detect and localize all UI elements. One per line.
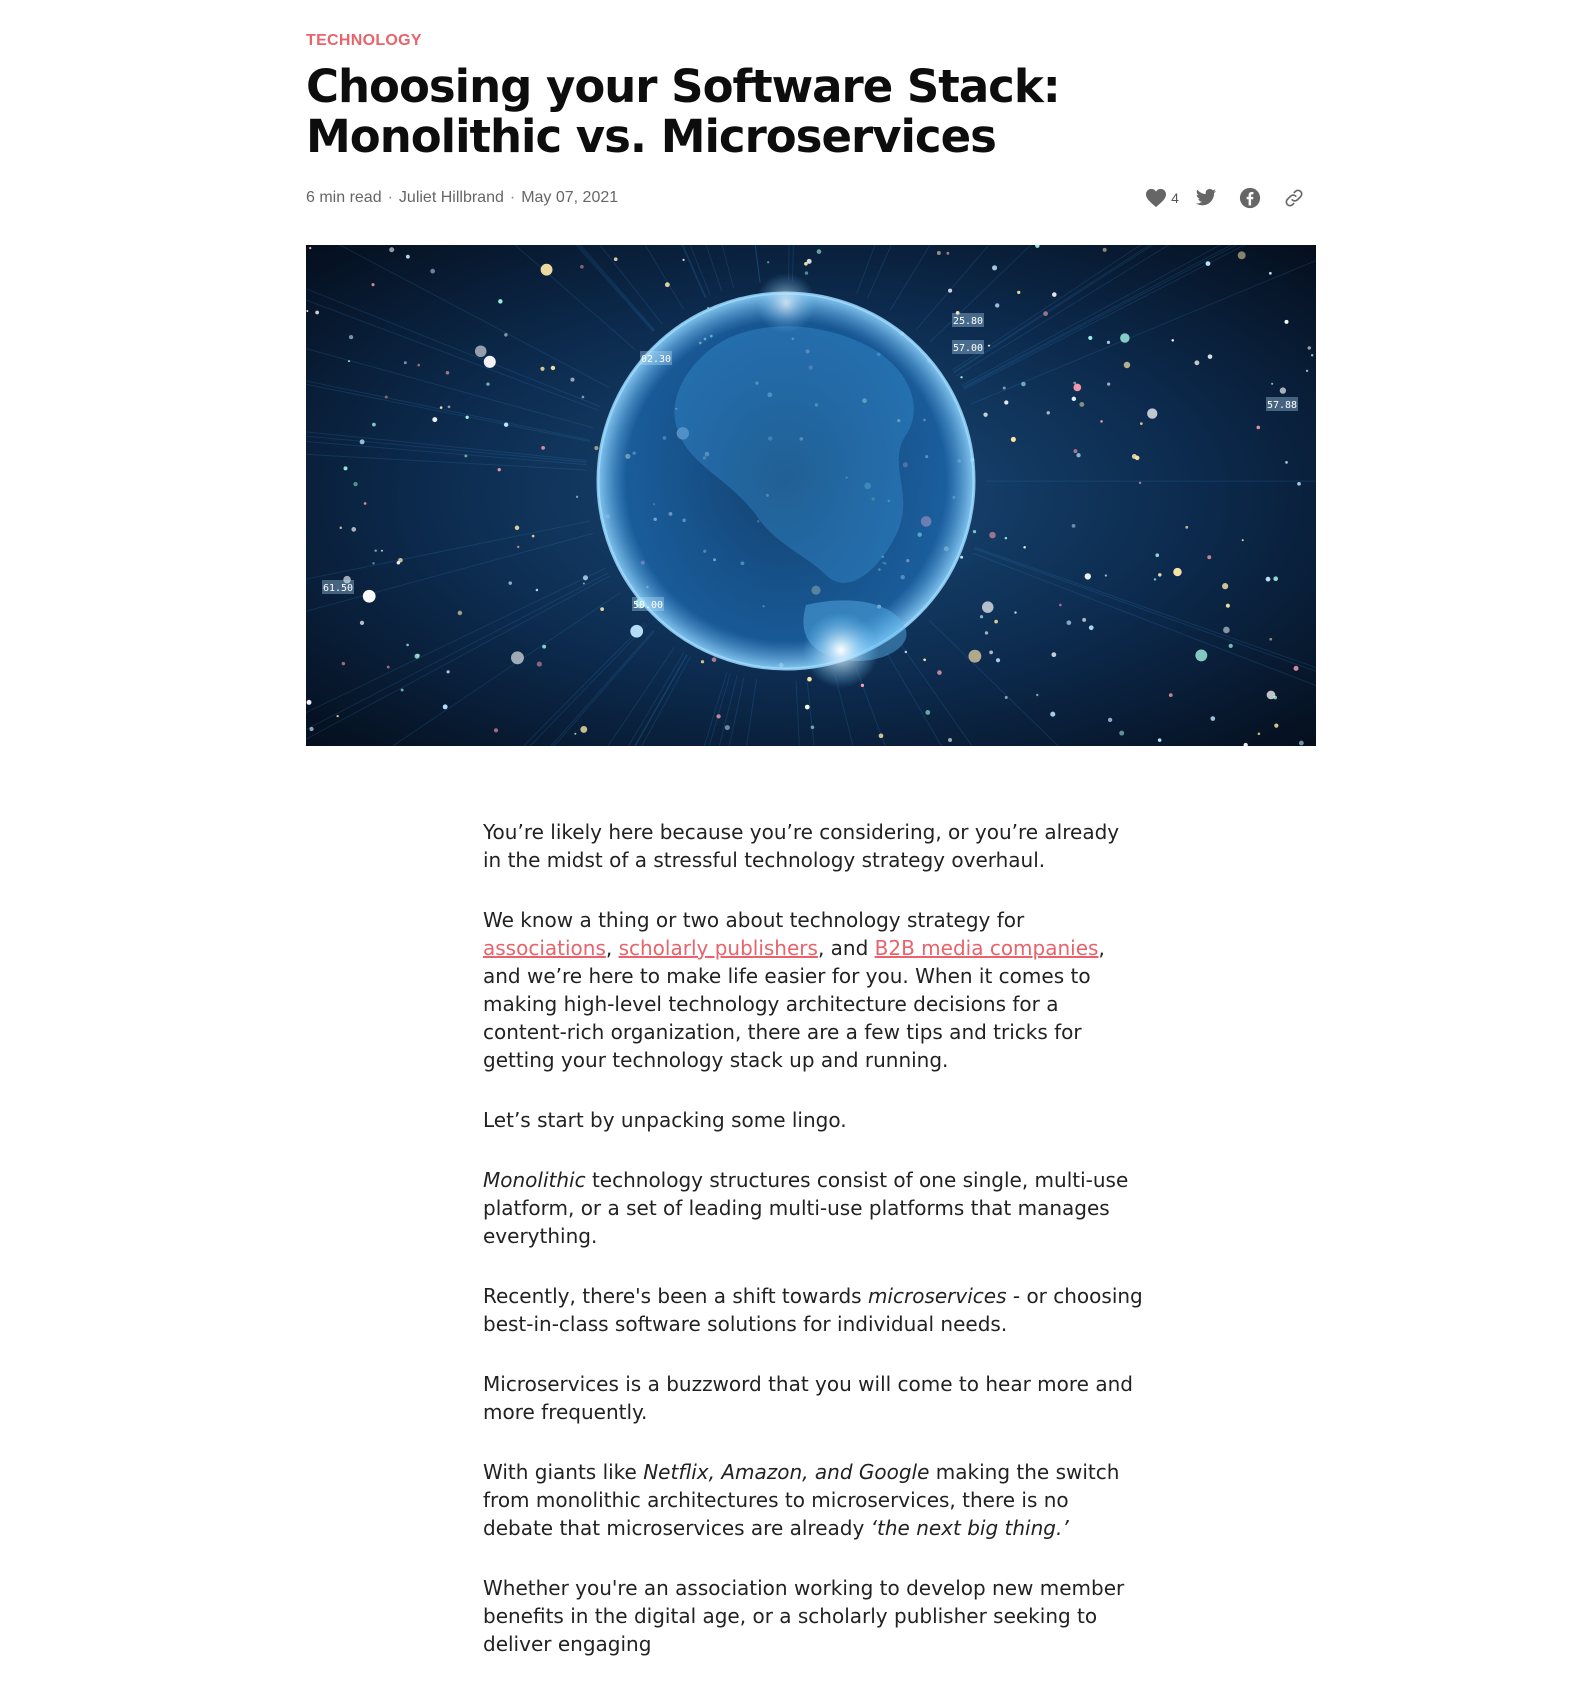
- data-point: [364, 502, 367, 505]
- data-point: [1036, 694, 1038, 696]
- data-point: [988, 345, 990, 347]
- data-point: [306, 310, 308, 312]
- data-point: [570, 378, 574, 382]
- data-point: [905, 651, 907, 653]
- data-point: [1269, 638, 1272, 641]
- data-point: [1271, 383, 1273, 385]
- data-point: [960, 556, 963, 559]
- data-point: [576, 496, 578, 498]
- data-point: [1051, 652, 1056, 657]
- paragraph-text: Microservices is a buzzword that you will come to hear more and more frequently.: [483, 1372, 1133, 1424]
- data-point: [406, 255, 410, 259]
- data-point: [1242, 539, 1244, 541]
- data-point: [600, 607, 604, 611]
- page-title: [306, 62, 1316, 162]
- data-point: [498, 468, 501, 471]
- heart-icon: [1145, 188, 1167, 208]
- data-point: [995, 303, 999, 307]
- data-point: [1021, 382, 1026, 387]
- data-point: [767, 261, 769, 263]
- data-point: [517, 546, 519, 548]
- paragraph-text: We know a thing or two about technology strategy for: [483, 908, 1024, 932]
- paragraph: [483, 1370, 1143, 1426]
- data-point: [1023, 546, 1026, 549]
- data-point: [542, 645, 546, 649]
- twitter-share-button[interactable]: [1184, 184, 1228, 212]
- data-point: [580, 265, 584, 269]
- data-point: [996, 658, 1000, 662]
- separator: ·: [388, 189, 393, 206]
- data-point: [504, 423, 508, 427]
- data-point: [494, 728, 498, 732]
- data-point: [1074, 384, 1082, 392]
- data-point: [1072, 397, 1076, 401]
- data-point: [353, 482, 357, 486]
- data-point: [509, 581, 512, 584]
- data-point: [540, 367, 544, 371]
- data-point: [1100, 420, 1103, 423]
- emphasis: microservices: [868, 1284, 1007, 1308]
- data-point: [415, 654, 420, 659]
- data-point: [401, 688, 404, 691]
- hero-label-text: 61.50: [323, 583, 353, 594]
- data-point: [583, 575, 588, 580]
- paragraph: [483, 1166, 1143, 1250]
- data-point: [1306, 370, 1308, 372]
- data-point: [968, 650, 981, 663]
- data-point: [339, 526, 342, 529]
- data-point: [381, 550, 383, 552]
- data-point: [1074, 449, 1078, 453]
- facebook-share-button[interactable]: [1228, 184, 1272, 212]
- data-point: [1294, 666, 1299, 671]
- hero-label: [952, 340, 984, 354]
- data-point: [994, 620, 998, 624]
- data-point: [372, 423, 376, 427]
- emphasis: Monolithic: [483, 1168, 586, 1192]
- category-link[interactable]: TECHNOLOGY: [306, 32, 422, 50]
- data-point: [397, 561, 400, 564]
- scholarly-publishers-link[interactable]: scholarly publishers: [619, 936, 818, 960]
- digital-globe-illustration: [306, 245, 1316, 746]
- data-point: [1273, 576, 1278, 581]
- data-point: [406, 644, 409, 647]
- publish-date: May 07, 2021: [521, 189, 618, 206]
- data-point: [511, 651, 524, 664]
- data-point: [1173, 568, 1181, 576]
- data-point: [1185, 526, 1188, 529]
- associations-link[interactable]: associations: [483, 936, 606, 960]
- data-point: [448, 406, 451, 409]
- data-point: [594, 446, 598, 450]
- data-point: [1169, 693, 1173, 697]
- paragraph: [483, 906, 1143, 1074]
- data-point: [498, 299, 502, 303]
- data-point: [351, 527, 356, 532]
- data-point: [1256, 426, 1260, 430]
- data-point: [614, 257, 618, 261]
- hero-label-text: 57.88: [1267, 400, 1297, 411]
- data-point: [532, 535, 535, 538]
- data-point: [1005, 696, 1008, 699]
- data-point: [980, 615, 983, 618]
- paragraph-text: , and: [818, 936, 875, 960]
- data-point: [1139, 482, 1141, 484]
- data-point: [1085, 573, 1091, 579]
- copy-link-button[interactable]: [1272, 184, 1316, 212]
- data-point: [1155, 553, 1159, 557]
- data-point: [1089, 625, 1094, 630]
- data-point: [580, 726, 587, 733]
- paragraph: [483, 1282, 1143, 1338]
- data-point: [701, 660, 704, 663]
- data-point: [309, 727, 313, 731]
- data-point: [1079, 402, 1084, 407]
- data-point: [1172, 339, 1174, 341]
- data-point: [515, 526, 519, 530]
- data-point: [336, 715, 338, 717]
- article-header: [306, 32, 1316, 162]
- b2b-media-companies-link[interactable]: B2B media companies: [875, 936, 1099, 960]
- data-point: [630, 625, 643, 638]
- data-point: [1014, 611, 1016, 613]
- meta-row: [306, 184, 1316, 212]
- hero-label-text: 57.00: [953, 343, 983, 354]
- data-point: [1238, 251, 1246, 259]
- data-point: [946, 252, 949, 255]
- data-point: [583, 583, 585, 585]
- data-point: [712, 657, 717, 662]
- data-point: [1088, 336, 1092, 340]
- data-point: [983, 413, 987, 417]
- data-point: [1210, 716, 1215, 721]
- data-point: [1052, 292, 1057, 297]
- data-point: [1206, 261, 1211, 266]
- data-point: [1017, 291, 1020, 294]
- paragraph: [483, 1574, 1143, 1658]
- data-point: [1226, 604, 1230, 608]
- data-point: [1119, 731, 1124, 736]
- data-point: [551, 366, 555, 370]
- data-point: [486, 383, 489, 386]
- data-point: [1223, 627, 1230, 634]
- data-point: [1050, 712, 1055, 717]
- paragraph-text: Recently, there's been a shift towards: [483, 1284, 868, 1308]
- data-point: [574, 733, 576, 735]
- data-point: [443, 704, 448, 709]
- data-point: [1011, 437, 1016, 442]
- hero-label-text: 25.80: [953, 316, 983, 327]
- data-point: [1120, 333, 1130, 343]
- data-point: [374, 549, 376, 551]
- data-point: [1047, 411, 1050, 414]
- data-point: [948, 738, 952, 742]
- paragraph-text: technology structures consist of one single, multi-use platform, or a set of leading multi-use platforms that manages everything.: [483, 1168, 1128, 1248]
- globe-flare: [756, 273, 816, 333]
- data-point: [541, 446, 545, 450]
- data-point: [1208, 354, 1213, 359]
- data-point: [1043, 311, 1048, 316]
- data-point: [484, 356, 496, 368]
- data-point: [360, 439, 365, 444]
- data-point: [1280, 387, 1286, 393]
- data-point: [1311, 354, 1313, 356]
- data-point: [1140, 422, 1143, 425]
- data-point: [432, 417, 437, 422]
- data-point: [504, 333, 507, 336]
- data-point: [1003, 386, 1006, 389]
- paragraph-text: You’re likely here because you’re considering, or you’re already in the midst of a stressful technology strategy overhaul.: [483, 820, 1119, 872]
- data-point: [537, 662, 542, 667]
- data-point: [389, 247, 394, 252]
- data-point: [541, 264, 553, 276]
- data-point: [1284, 320, 1288, 324]
- data-point: [1195, 649, 1207, 661]
- data-point: [1207, 555, 1211, 559]
- data-point: [1299, 741, 1304, 746]
- data-point: [1072, 524, 1076, 528]
- globe-flare: [803, 612, 879, 688]
- data-point: [387, 666, 390, 669]
- data-point: [1267, 691, 1276, 700]
- hero-label: [1266, 397, 1298, 411]
- data-point: [464, 454, 467, 457]
- data-point: [447, 670, 450, 673]
- data-point: [309, 247, 311, 249]
- data-point: [1194, 360, 1199, 365]
- data-point: [1269, 272, 1272, 275]
- data-point: [1105, 574, 1107, 576]
- data-point: [1158, 738, 1162, 742]
- data-point: [1154, 578, 1156, 580]
- data-point: [1005, 537, 1007, 539]
- hero-label-text: 02.30: [641, 354, 671, 365]
- data-point: [973, 530, 976, 533]
- hero-label: [640, 351, 672, 365]
- data-point: [1107, 382, 1110, 385]
- like-button[interactable]: [1140, 184, 1184, 212]
- data-point: [1103, 248, 1107, 252]
- like-count: 4: [1171, 190, 1179, 206]
- data-point: [475, 345, 487, 357]
- facebook-icon: [1239, 187, 1261, 209]
- data-point: [1004, 400, 1008, 404]
- paragraph-text: making the switch from monolithic architectures to microservices, there is no debate that microservices are already: [483, 1460, 1119, 1540]
- data-point: [985, 631, 988, 634]
- author-link[interactable]: Juliet Hillbrand: [399, 189, 504, 206]
- data-point: [879, 733, 884, 738]
- data-point: [811, 725, 815, 729]
- data-point: [960, 376, 962, 378]
- data-point: [446, 371, 450, 375]
- data-point: [716, 714, 720, 718]
- data-point: [1147, 408, 1157, 418]
- read-time: 6 min read: [306, 189, 382, 206]
- data-point: [385, 395, 388, 398]
- data-point: [417, 364, 420, 367]
- data-point: [1297, 482, 1301, 486]
- data-point: [1076, 453, 1080, 457]
- data-point: [1308, 346, 1311, 349]
- data-point: [440, 406, 443, 409]
- data-point: [1059, 604, 1062, 607]
- paragraph-text: ,: [606, 936, 619, 960]
- paragraph-text: - or choosing best-in-class software solutions for individual needs.: [483, 1284, 1143, 1336]
- data-point: [1073, 382, 1076, 385]
- data-point: [363, 590, 376, 603]
- data-point: [937, 251, 941, 255]
- hero-label: [632, 597, 664, 611]
- data-point: [344, 466, 348, 470]
- data-point: [315, 311, 319, 315]
- data-point: [1274, 724, 1278, 728]
- data-point: [807, 677, 812, 682]
- data-point: [1229, 644, 1233, 648]
- emphasis: ‘the next big thing.’: [871, 1516, 1069, 1540]
- data-point: [989, 532, 995, 538]
- article-body: [483, 818, 1143, 1690]
- data-point: [725, 725, 730, 730]
- data-point: [982, 601, 994, 613]
- data-point: [1108, 718, 1112, 722]
- data-point: [923, 658, 926, 661]
- paragraph-text: Let’s start by unpacking some lingo.: [483, 1108, 847, 1132]
- data-point: [360, 621, 364, 625]
- data-point: [948, 289, 952, 293]
- data-point: [348, 360, 350, 362]
- data-point: [1067, 620, 1072, 625]
- data-point: [430, 269, 435, 274]
- data-point: [1124, 362, 1130, 368]
- data-point: [1132, 454, 1137, 459]
- data-point: [1258, 732, 1261, 735]
- data-point: [582, 396, 585, 399]
- data-point: [1158, 573, 1161, 576]
- data-point: [307, 700, 312, 705]
- separator: ·: [510, 189, 515, 206]
- data-point: [804, 262, 808, 266]
- data-point: [466, 416, 469, 419]
- paragraph: [483, 1106, 1143, 1134]
- hero-label: [952, 313, 984, 327]
- title-line-1: Choosing your Software Stack:: [306, 60, 1060, 113]
- data-point: [989, 650, 993, 654]
- data-point: [937, 670, 942, 675]
- data-point: [342, 662, 345, 665]
- data-point: [925, 710, 930, 715]
- data-point: [805, 271, 808, 274]
- title-line-2: Monolithic vs. Microservices: [306, 110, 996, 163]
- hero-label-text: 50.00: [633, 600, 663, 611]
- data-point: [1266, 577, 1271, 582]
- data-point: [665, 282, 670, 287]
- paragraph-text: Whether you're an association working to develop new member benefits in the digital age, or a scholarly publisher seeking to deliver engaging: [483, 1576, 1124, 1656]
- data-point: [404, 361, 407, 364]
- data-point: [371, 283, 374, 286]
- hero-image: [306, 245, 1316, 746]
- paragraph-text: With giants like: [483, 1460, 643, 1484]
- data-point: [992, 265, 997, 270]
- data-point: [805, 705, 810, 710]
- data-point: [1082, 618, 1086, 622]
- hero-label: [322, 580, 354, 594]
- paragraph-text: , and we’re here to make life easier for you. When it comes to making high-level technology architecture decisions for a content-rich organization, there are a few tips and tricks for getting your technology stack up and running.: [483, 936, 1105, 1072]
- data-point: [372, 562, 374, 564]
- data-point: [682, 259, 684, 261]
- data-point: [1222, 583, 1228, 589]
- data-point: [817, 249, 822, 254]
- twitter-icon: [1195, 188, 1217, 208]
- emphasis: Netflix, Amazon, and Google: [643, 1460, 929, 1484]
- data-point: [1285, 461, 1288, 464]
- share-actions: [1140, 184, 1316, 212]
- data-point: [458, 611, 463, 616]
- data-point: [1107, 341, 1110, 344]
- link-icon: [1283, 187, 1305, 209]
- data-point: [536, 589, 539, 592]
- paragraph: [483, 818, 1143, 874]
- paragraph: [483, 1458, 1143, 1542]
- data-point: [349, 335, 353, 339]
- data-point: [861, 684, 864, 687]
